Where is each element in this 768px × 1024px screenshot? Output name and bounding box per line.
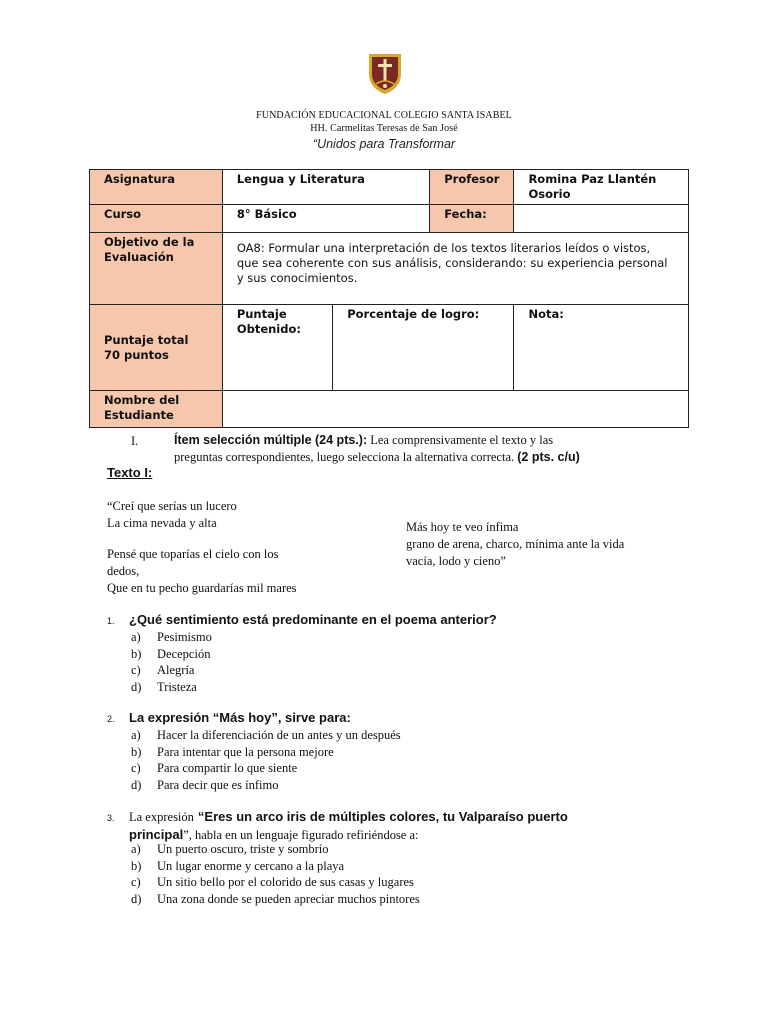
section-numeral: I.: [131, 434, 139, 448]
question-3-options: [131, 841, 420, 907]
objetivo-value: OA8: Formular una interpretación de los textos literarios leídos o vistos, que sea coherente con sus análisis, considerando: su experiencia personal y sus conocimientos.: [222, 233, 688, 305]
option-2b[interactable]: b) Para intentar que la persona mejore: [131, 744, 334, 759]
nombre-value[interactable]: [222, 391, 688, 428]
porcentaje-label: Porcentaje de logro:: [333, 305, 514, 391]
section-title: Ítem selección múltiple (24 pts.):: [174, 433, 368, 447]
section-instructions: [174, 432, 694, 466]
profesor-label: Profesor: [430, 170, 514, 205]
section-points: (2 pts. c/u): [517, 450, 580, 464]
poem-left-line-3: Pensé que toparías el cielo con los: [107, 547, 279, 561]
curso-value: 8° Básico: [222, 205, 429, 233]
option-2a[interactable]: a) Hacer la diferenciación de un antes y un después: [131, 728, 401, 742]
fecha-label: Fecha:: [430, 205, 514, 233]
option-3c[interactable]: c) Un sitio bello por el colorido de sus casas y lugares: [131, 875, 414, 889]
question-3-text: [129, 808, 649, 843]
poem-left-line-4: dedos,: [107, 564, 140, 578]
section-instruction-1: Lea comprensivamente el texto y las: [370, 433, 554, 447]
question-1-number: 1.: [107, 616, 115, 626]
poem-right-line-3: vacía, lodo y cieno”: [406, 554, 506, 568]
evaluation-info-table: [89, 169, 689, 428]
fecha-value[interactable]: [514, 205, 689, 233]
question-2-number: 2.: [107, 714, 115, 724]
curso-label: Curso: [90, 205, 223, 233]
asignatura-label: Asignatura: [90, 170, 223, 205]
school-crest-logo: [366, 50, 404, 96]
question-3-bold-1: “Eres un arco iris de múltiples colores, tu Valparaíso puerto: [197, 809, 568, 824]
nombre-label: Nombre del Estudiante: [90, 391, 223, 428]
poem-right-line-1: Más hoy te veo ínfima: [406, 520, 519, 534]
question-3-number: 3.: [107, 813, 115, 823]
section-instruction-2: preguntas correspondientes, luego selecciona la alternativa correcta.: [174, 450, 515, 464]
option-3a[interactable]: a) Un puerto oscuro, triste y sombrío: [131, 842, 329, 856]
poem-left-line-2: La cima nevada y alta: [107, 516, 217, 530]
option-3b[interactable]: b) Un lugar enorme y cercano a la playa: [131, 858, 345, 873]
puntaje-obtenido-label: Puntaje Obtenido:: [222, 305, 332, 391]
poem-right-line-2: grano de arena, charco, mínima ante la vida: [406, 537, 625, 551]
poem-left-line-1: “Creí que serías un lucero: [107, 499, 237, 513]
question-3-bold-2: principal: [129, 826, 184, 842]
school-name: FUNDACIÓN EDUCACIONAL COLEGIO SANTA ISABEL: [256, 110, 512, 121]
option-2c[interactable]: c) Para compartir lo que siente: [131, 761, 298, 775]
poem-left-line-5: Que en tu pecho guardarías mil mares: [107, 581, 297, 595]
question-3-suffix: ”, habla en un lenguaje figurado refiriéndose a:: [183, 827, 419, 842]
option-2d[interactable]: d) Para decir que es ínfimo: [131, 777, 279, 792]
option-1c[interactable]: c) Alegría: [131, 663, 195, 677]
objetivo-label: Objetivo de la Evaluación: [90, 233, 223, 305]
puntaje-total-label: Puntaje total 70 puntos: [90, 305, 223, 391]
profesor-value: Romina Paz Llantén Osorio: [514, 170, 689, 205]
question-2-text: La expresión “Más hoy”, sirve para:: [129, 710, 351, 725]
question-3-prefix: La expresión: [129, 810, 194, 824]
option-1b[interactable]: b) Decepción: [131, 646, 211, 661]
nota-label: Nota:: [514, 305, 689, 391]
school-motto: “Unidos para Transformar: [312, 137, 456, 151]
school-order: HH. Carmelitas Teresas de San José: [310, 123, 458, 134]
option-3d[interactable]: d) Una zona donde se pueden apreciar muchos pintores: [131, 891, 420, 906]
option-1d[interactable]: d) Tristeza: [131, 679, 197, 694]
question-1-text: ¿Qué sentimiento está predominante en el poema anterior?: [129, 612, 497, 627]
asignatura-value: Lengua y Literatura: [222, 170, 429, 205]
question-2-options: [131, 727, 401, 793]
text-title: Texto I:: [107, 465, 153, 480]
option-1a[interactable]: a) Pesimismo: [131, 630, 212, 644]
question-1-options: [131, 629, 212, 695]
